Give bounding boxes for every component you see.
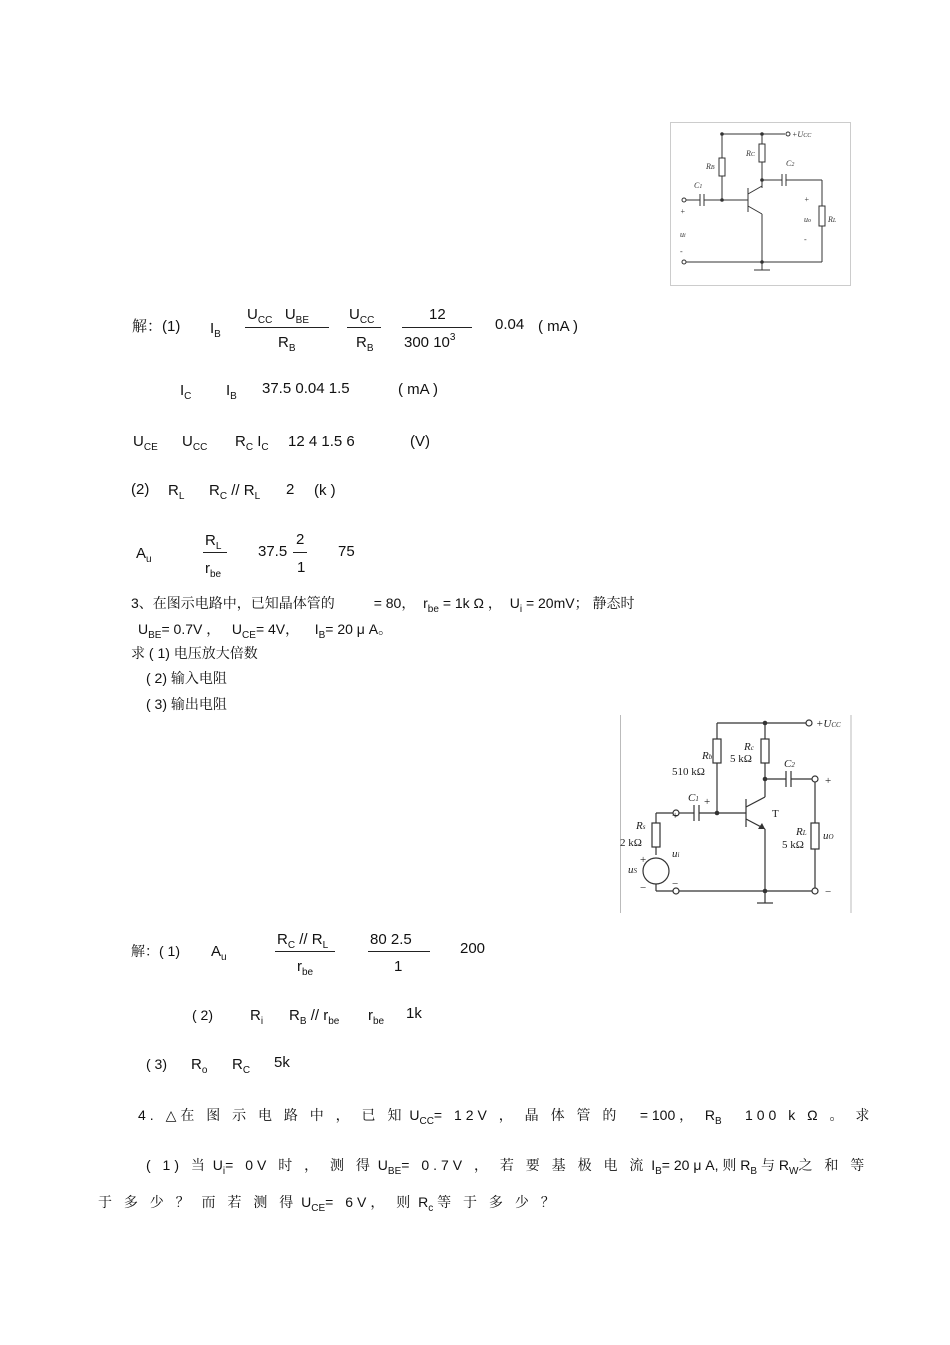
- circuit-diagram-2: [620, 715, 852, 913]
- fraction-bar: [368, 951, 430, 952]
- circuit-diagram-1: [670, 122, 852, 286]
- problem4-line2: ( 1) 当 $U_i= 0V$ 时 ， 测 得 $U_{BE}= 0.7V$ ， 若 要 基 极 电 流 $I_B= 20$ μ A, 则 $R_B$ 与 $R_W$之 和 等: [146, 1157, 869, 1177]
- problem3-line2: $U_{BE}= 0.7V$ ， $U_{CE}= 4V$， $I_B= 20$ μ A。: [138, 621, 393, 641]
- rbe-symbol: $r_{be}$: [368, 1007, 385, 1027]
- svg-text:ui: ui: [672, 848, 680, 860]
- fraction3-numerator: 12: [429, 306, 446, 323]
- svg-text:uO: uO: [823, 830, 834, 842]
- problem3-question1: 求 ( 1) 电压放大倍数: [131, 645, 258, 661]
- au-denominator: $r_{be}$: [205, 560, 222, 580]
- ic-calculation: 37.5 0.04 1.5: [262, 380, 350, 397]
- rb-label: R: [702, 750, 709, 762]
- svg-text:ui: ui: [680, 230, 686, 239]
- fraction-bar: [402, 327, 472, 328]
- fraction2-denominator: $R_B$: [356, 334, 374, 354]
- svg-text:RC: RC: [746, 149, 755, 158]
- au-numerator: $R_C // R_L$: [277, 931, 329, 951]
- plus-sign: +: [640, 854, 647, 866]
- svg-text:C1: C1: [688, 792, 699, 804]
- rc-ic-symbol: $R_C$ $I_C$: [235, 433, 269, 453]
- svg-text:C2: C2: [786, 159, 795, 168]
- ro-value: 5k: [274, 1054, 290, 1071]
- uo-label: u: [804, 215, 808, 224]
- fraction2-numerator: $U_{CC}$: [349, 306, 375, 326]
- fraction3-denominator: 300 $10^3$: [404, 332, 456, 351]
- rs-label: R: [636, 820, 643, 832]
- rc-parallel-rl: $R_C // R_L$: [209, 482, 261, 502]
- fraction-bar: [245, 327, 329, 328]
- svg-text:RB: RB: [706, 162, 715, 171]
- plus-sign: +: [680, 207, 686, 216]
- calc-numerator: 80 2.5: [370, 931, 412, 948]
- au-numerator: $R_L$: [205, 532, 222, 552]
- solution-prefix: 解：(1): [132, 318, 181, 335]
- c1-label: C: [694, 181, 700, 190]
- au-symbol: $A_u$: [136, 545, 152, 565]
- c2-label: C: [784, 758, 792, 770]
- ri-value: 1k: [406, 1005, 422, 1022]
- ucc-symbol: $U_{CC}$: [182, 433, 208, 453]
- svg-text:Rs: Rs: [636, 820, 646, 832]
- svg-text:+UCC: +UCC: [816, 718, 841, 730]
- svg-text:C2: C2: [784, 758, 795, 770]
- ib-symbol: $I_B$: [210, 320, 221, 340]
- uce-symbol: $U_{CE}$: [133, 433, 158, 453]
- part2-label: (2): [131, 481, 150, 498]
- plus-sign: +: [672, 810, 679, 822]
- rb-value: 510 kΩ: [672, 766, 705, 778]
- fraction1-denominator: $R_B$: [278, 334, 296, 354]
- c2-label: C: [786, 159, 792, 168]
- svg-text:+UCC: +UCC: [792, 130, 812, 139]
- problem3-question3: ( 3) 输出电阻: [146, 696, 227, 712]
- rl-unit: (k ): [314, 482, 336, 499]
- minus-sign: -: [804, 235, 807, 244]
- ib-value: 0.04: [495, 316, 525, 333]
- fraction-bar: [203, 552, 227, 553]
- ratio-numerator: 2: [296, 531, 305, 548]
- rc-label: R: [744, 741, 751, 753]
- rl-prime-symbol: $R_L$: [168, 482, 185, 502]
- svg-text:Rb: Rb: [702, 750, 713, 762]
- uce-calculation: 12 4 1.5 6: [288, 433, 355, 450]
- ic-unit: ( mA ): [398, 381, 438, 398]
- svg-text:uS: uS: [628, 864, 637, 876]
- fraction-bar: [275, 951, 335, 952]
- rs-value: 2 kΩ: [620, 837, 642, 849]
- rc-label: R: [746, 149, 751, 158]
- fraction-bar: [293, 552, 307, 553]
- ro-symbol: $R_o$: [191, 1056, 208, 1076]
- rl-value: 2: [286, 481, 295, 498]
- rb-parallel-rbe: $R_B // r_{be}$: [289, 1007, 340, 1027]
- rl-label: R: [828, 215, 833, 224]
- minus-sign: −: [825, 886, 832, 898]
- rc-symbol: $R_C$: [232, 1056, 251, 1076]
- problem4-line1: 4. △在 图 示 电 路 中 ， 已 知 $U_{CC}= 12V$ ， 晶 体 管 的 = 100 ， $R_B$ 100 k Ω 。 求: [138, 1107, 874, 1127]
- svg-text:Rc: Rc: [744, 741, 754, 753]
- au-denominator: $r_{be}$: [297, 958, 314, 978]
- svg-text:RL: RL: [796, 826, 807, 838]
- ib-symbol: $I_B$: [226, 382, 237, 402]
- ic-symbol: $I_C$: [180, 382, 192, 402]
- rb-label: R: [706, 162, 711, 171]
- ui-label: u: [680, 230, 684, 239]
- uce-unit: (V): [410, 433, 430, 450]
- beta-value: 37.5: [258, 543, 288, 560]
- minus-sign: -: [680, 247, 683, 256]
- ratio-denominator: 1: [297, 559, 306, 576]
- uo-label: u: [823, 830, 829, 842]
- fraction1-numerator: $U_{CC}$ $U_{BE}$: [247, 306, 309, 326]
- vcc-label: +U: [816, 718, 832, 730]
- ui-label: u: [672, 848, 678, 860]
- au-symbol: $A_u$: [211, 943, 227, 963]
- minus-sign: −: [672, 878, 679, 890]
- vcc-label: +U: [792, 130, 804, 139]
- problem3-question2: ( 2) 输入电阻: [146, 670, 227, 686]
- problem3-line1: 3、在图示电路中，已知晶体管的 = 80， $r_{be} = 1k$ Ω ， $U_i = 20mV$； 静态时: [131, 595, 635, 615]
- plus-sign: +: [825, 775, 832, 787]
- rc-value: 5 kΩ: [730, 753, 752, 765]
- au-value: 75: [338, 543, 355, 560]
- ri-symbol: $R_i$: [250, 1007, 264, 1027]
- svg-text:RL: RL: [828, 215, 837, 224]
- calc-denominator: 1: [394, 958, 403, 975]
- us-label: u: [628, 864, 634, 876]
- problem4-line3: 于 多 少 ？ 而 若 测 得 $U_{CE}= 6V$， 则 $R_c$ 等 于 多 少 ？: [98, 1194, 559, 1214]
- au-result: 200: [460, 940, 486, 957]
- ib-unit: ( mA ): [538, 318, 578, 335]
- solution-prefix: 解：( 1): [131, 943, 180, 959]
- part3-label: ( 3): [146, 1056, 167, 1072]
- rl-label: R: [796, 826, 803, 838]
- minus-sign: −: [640, 882, 647, 894]
- part2-label: ( 2): [192, 1007, 213, 1023]
- rl-value: 5 kΩ: [782, 839, 804, 851]
- plus-sign: +: [804, 195, 810, 204]
- c1-label: C: [688, 792, 696, 804]
- svg-text:C1: C1: [694, 181, 703, 190]
- transistor-label: T: [772, 808, 779, 820]
- svg-text:uo: uo: [804, 215, 811, 224]
- plus-sign: +: [704, 796, 711, 808]
- fraction-bar: [347, 327, 381, 328]
